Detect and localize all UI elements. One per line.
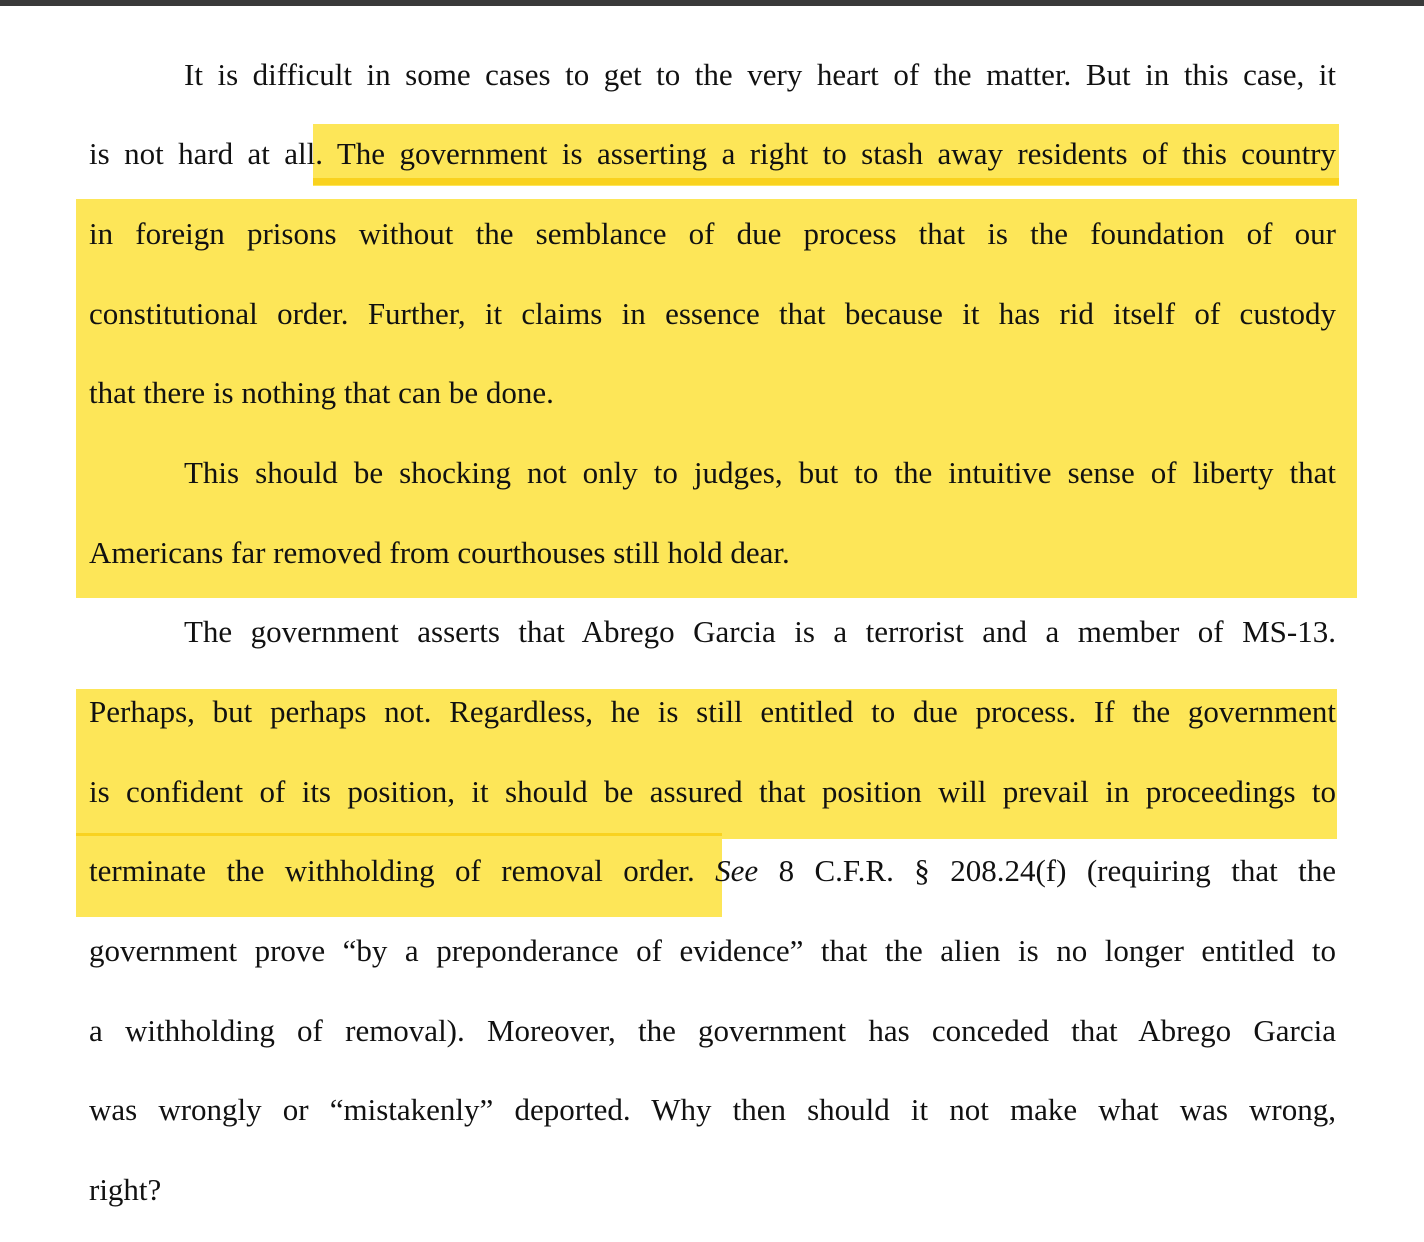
paragraph-3-line-6 bbox=[89, 1006, 1336, 1056]
paragraph-1-line-1 bbox=[184, 50, 1336, 100]
paragraph-3-line-4 bbox=[89, 846, 1336, 896]
text-run: right? bbox=[89, 1172, 162, 1207]
text-run: in foreign prisons without the semblance of due process that is the foundation of our bbox=[89, 216, 1336, 251]
text-run: Americans far removed from courthouses still hold dear. bbox=[89, 535, 790, 570]
text-run: . The government is asserting a right to stash away residents of this country bbox=[315, 136, 1337, 171]
paragraph-3-line-8 bbox=[89, 1165, 1336, 1215]
paragraph-1-line-3 bbox=[89, 209, 1336, 259]
paragraph-3-line-1 bbox=[184, 607, 1336, 657]
paragraph-1-line-2 bbox=[89, 129, 1336, 179]
top-border bbox=[0, 0, 1424, 6]
paragraph-3-line-7 bbox=[89, 1085, 1336, 1135]
paragraph-3-line-3 bbox=[89, 767, 1336, 817]
text-run: Perhaps, but perhaps not. Regardless, he is still entitled to due process. If the government bbox=[89, 694, 1336, 729]
text-run: a withholding of removal). Moreover, the government has conceded that Abrego Garcia bbox=[89, 1013, 1336, 1048]
paragraph-2-line-2 bbox=[89, 528, 1336, 578]
paragraph-1-line-4 bbox=[89, 289, 1336, 339]
text-run: is not hard at all bbox=[89, 136, 316, 171]
text-run: terminate the withholding of removal order. bbox=[89, 853, 716, 888]
text-run: 8 C.F.R. § 208.24(f) (requiring that the bbox=[758, 853, 1336, 888]
text-run: that there is nothing that can be done. bbox=[89, 375, 554, 410]
text-run: is confident of its position, it should be assured that position will prevail in proceedings to bbox=[89, 774, 1336, 809]
text-run: The government asserts that Abrego Garcia is a terrorist and a member of MS-13. bbox=[184, 614, 1336, 649]
paragraph-1-line-5 bbox=[89, 368, 1336, 418]
text-run: was wrongly or “mistakenly” deported. Why then should it not make what was wrong, bbox=[89, 1092, 1336, 1127]
paragraph-3-line-2 bbox=[89, 687, 1336, 737]
paragraph-3-line-5 bbox=[89, 926, 1336, 976]
text-run: This should be shocking not only to judges, but to the intuitive sense of liberty that bbox=[184, 455, 1336, 490]
citation-signal: See bbox=[715, 853, 759, 888]
highlight-block-1-seam bbox=[313, 178, 1339, 185]
text-run: constitutional order. Further, it claims in essence that because it has rid itself of custody bbox=[89, 296, 1336, 331]
text-run: It is difficult in some cases to get to the very heart of the matter. But in this case, it bbox=[184, 57, 1336, 92]
paragraph-2-line-1 bbox=[184, 448, 1336, 498]
text-run: government prove “by a preponderance of evidence” that the alien is no longer entitled to bbox=[89, 933, 1336, 968]
